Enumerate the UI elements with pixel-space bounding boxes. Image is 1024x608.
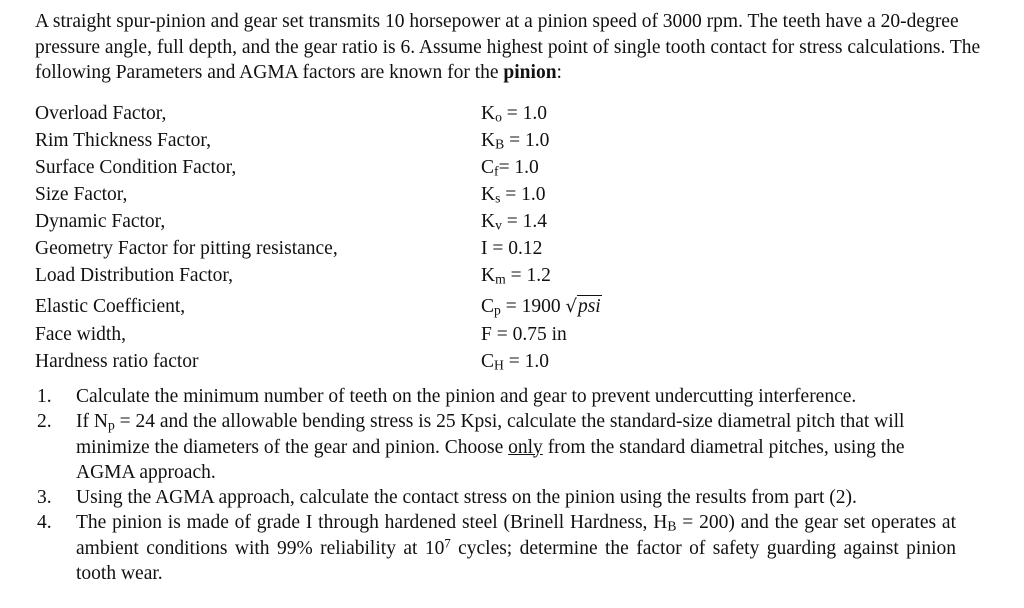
factor-row <box>35 127 735 154</box>
factor-subscript: s <box>495 190 501 206</box>
subscript: p <box>107 418 115 434</box>
problem-statement <box>35 9 995 86</box>
factor-subscript: p <box>494 302 501 318</box>
factor-label: Load Distribution Factor, <box>35 265 233 286</box>
factor-value <box>481 208 547 235</box>
question-number: 1. <box>37 386 52 407</box>
factor-label: Geometry Factor for pitting resistance, <box>35 238 338 259</box>
factor-value <box>481 181 546 208</box>
factor-number: = 1.0 <box>500 184 546 205</box>
factor-value <box>481 235 542 262</box>
factor-label: Size Factor, <box>35 184 128 205</box>
question-text: Using the AGMA approach, calculate the contact stress on the pinion using the results from part (2). <box>76 487 857 509</box>
factor-label: Face width, <box>35 324 126 345</box>
factor-number: = 1.0 <box>503 351 549 372</box>
factor-symbol: C <box>481 157 495 178</box>
factor-label: Elastic Coefficient, <box>35 296 186 317</box>
factor-value <box>481 293 602 320</box>
question-2 <box>0 409 956 485</box>
factor-subscript: o <box>495 109 502 125</box>
factor-label: Dynamic Factor, <box>35 211 166 232</box>
factor-label: Rim Thickness Factor, <box>35 130 211 151</box>
question-1 <box>0 384 956 409</box>
subscript: B <box>667 519 677 535</box>
factor-number: = 1.0 <box>501 103 548 124</box>
factor-row <box>35 293 735 321</box>
intro-bold: pinion <box>503 62 557 83</box>
factor-subscript: m <box>495 271 506 287</box>
factor-label: Hardness ratio factor <box>35 351 199 372</box>
question-text: The pinion is made of grade I through hardened steel (Brinell Hardness, H <box>76 512 668 534</box>
factor-symbol: F <box>481 324 492 345</box>
factor-value <box>481 154 539 181</box>
factor-number: = 0.75 in <box>491 324 567 345</box>
factor-value <box>481 127 549 154</box>
factor-row <box>35 348 735 375</box>
factor-subscript: f <box>494 163 499 179</box>
factor-value <box>481 100 547 127</box>
question-number: 2. <box>37 411 52 433</box>
intro-colon: : <box>556 62 562 83</box>
factor-row <box>35 208 735 235</box>
question-number: 4. <box>37 512 52 534</box>
factor-value <box>481 262 551 289</box>
question-text: from the standard diametral pitches, using the AGMA approach. <box>76 436 905 483</box>
factor-subscript: H <box>494 357 504 373</box>
factor-row <box>35 321 735 348</box>
factor-row <box>35 262 735 289</box>
factor-row <box>35 181 735 208</box>
factor-label: Overload Factor, <box>35 103 167 124</box>
factor-number: = 0.12 <box>487 238 543 259</box>
intro-text: A straight spur-pinion and gear set transmits 10 horsepower at a pinion speed of 3000 rpm. The teeth have a 20-degree pressure angle, full depth, and the gear ratio is 6. Assume highest point of single tooth contact for stress calculations. The following Parameters and AGMA factors are known for the <box>35 11 981 83</box>
factor-unit: psi <box>577 296 601 317</box>
factor-value <box>481 348 549 375</box>
factor-number: = 1.2 <box>505 265 551 286</box>
factor-number: = 1900 <box>500 296 566 317</box>
question-3 <box>0 485 956 510</box>
factor-subscript: B <box>495 136 505 152</box>
factor-symbol: K <box>481 103 496 124</box>
superscript: 7 <box>444 536 451 551</box>
factor-symbol: K <box>481 130 496 151</box>
question-text: = 24 and the allowable bending stress is 25 Kpsi, calculate the standard-size diametral pitch that will minimize the diameters of the gear and pinion. Choose <box>76 411 905 458</box>
factor-value <box>481 321 567 348</box>
question-text: Calculate the minimum number of teeth on the pinion and gear to prevent undercutting interference. <box>76 386 857 407</box>
factor-number: = 1.0 <box>498 157 539 178</box>
underlined-text: only <box>508 436 543 458</box>
question-list <box>0 384 990 586</box>
factor-symbol: C <box>481 296 495 317</box>
factor-row <box>35 154 735 181</box>
factor-symbol: I <box>481 238 488 259</box>
question-4 <box>0 510 956 586</box>
square-root-symbol: √ <box>565 296 577 317</box>
factor-symbol: K <box>481 184 496 205</box>
question-text: If N <box>76 411 108 433</box>
factor-subscript: v <box>495 217 502 233</box>
factor-list <box>35 100 735 375</box>
factor-symbol: K <box>481 211 496 232</box>
factor-number: = 1.4 <box>501 211 548 232</box>
factor-row <box>35 235 735 262</box>
factor-symbol: C <box>481 351 495 372</box>
factor-number: = 1.0 <box>504 130 550 151</box>
factor-symbol: K <box>481 265 496 286</box>
question-text: cycles; determine the factor of safety guarding against pinion tooth wear. <box>76 537 956 585</box>
factor-row <box>35 100 735 127</box>
question-number: 3. <box>37 487 52 509</box>
question-text: = 200) and the gear set operates at ambient conditions with 99% reliability at 10 <box>76 512 956 559</box>
factor-label: Surface Condition Factor, <box>35 157 237 178</box>
